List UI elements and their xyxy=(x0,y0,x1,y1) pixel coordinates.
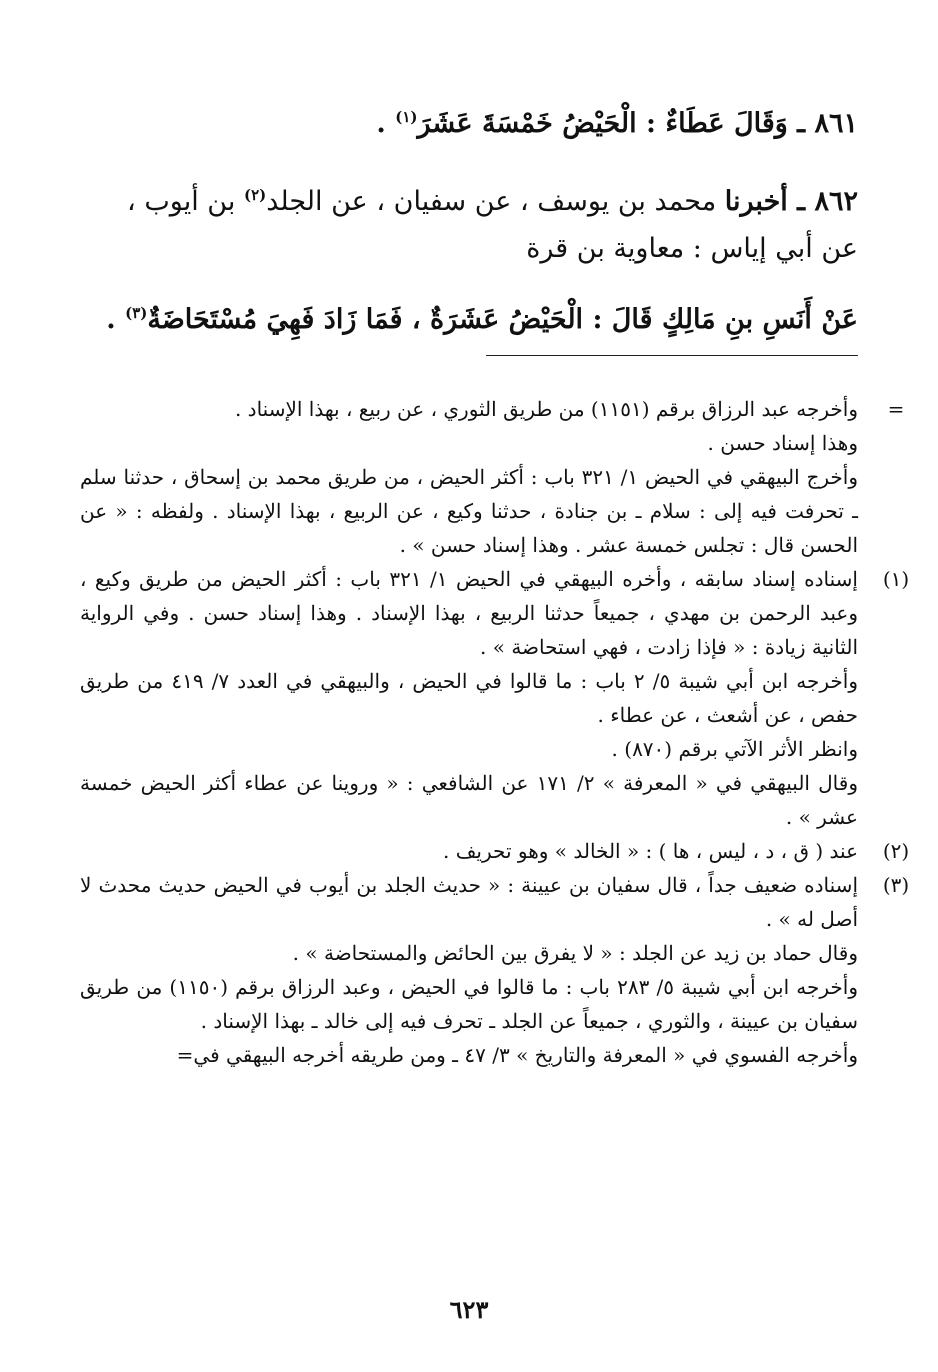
continuation-mark: = xyxy=(887,397,905,421)
footnote-number: (١) xyxy=(882,567,910,591)
page-number: ٦٢٣ xyxy=(449,1295,489,1324)
continuation-note xyxy=(80,392,905,562)
footnote-3 xyxy=(80,868,910,1072)
note-paragraph: إسناده إسناد سابقه ، وأخره البيهقي في الحيض ١/ ٣٢١ باب : أكثر الحيض من طريق وكيع ، وعبد الرحمن بن مهدي ، جميعاً حدثنا الربيع ، بهذا الإسناد . وهذا إسناد حسن . وفي الرواية الثانية زيادة : « فإذا زادت ، فهي استحاضة » . xyxy=(80,567,858,659)
chain-text-end: بن أيوب ، xyxy=(127,186,244,217)
hadith-861 xyxy=(70,97,858,144)
chain-intro: أخبرنا xyxy=(724,186,788,217)
footnote-ref[interactable]: (١) xyxy=(395,108,418,126)
hadith-number: ٨٦٢ ـ xyxy=(797,186,858,217)
footnote-ref[interactable]: (٢) xyxy=(243,186,267,204)
footnote-number: (٣) xyxy=(882,873,910,897)
footnote-number: (٢) xyxy=(882,839,910,863)
note-paragraph: إسناده ضعيف جداً ، قال سفيان بن عيينة : « حديث الجلد بن أيوب في الحيض حديث محدث لا أصل له » . xyxy=(80,873,858,931)
hadith-end: . xyxy=(376,108,396,139)
footnote-2 xyxy=(80,834,910,868)
note-paragraph: وانظر الأثر الآتي برقم (٨٧٠) . xyxy=(611,737,858,761)
matn-end: . xyxy=(106,304,126,335)
note-paragraph: وقال البيهقي في « المعرفة » ٢/ ١٧١ عن الشافعي : « وروينا عن عطاء أكثر الحيض خمسة عشر » . xyxy=(80,771,858,829)
hadith-text: وَقَالَ عَطَاءٌ : الْحَيْضُ خَمْسَةَ عَشَرَ xyxy=(417,108,788,139)
footnotes xyxy=(80,392,910,1072)
note-paragraph: وأخرج البيهقي في الحيض ١/ ٣٢١ باب : أكثر الحيض ، من طريق محمد بن إسحاق ، حدثنا سلم ـ تحرفت فيه إلى : سلام ـ بن جنادة ، حدثنا وكيع ، عن الربيع ، بهذا الإسناد . ولفظه : « عن الحسن قال : تجلس خمسة عشر . وهذا إسناد حسن » . xyxy=(80,465,858,557)
note-paragraph: وأخرجه ابن أبي شيبة ٥/ ٢٨٣ باب : ما قالوا في الحيض ، وعبد الرزاق برقم (١١٥٠) من طريق سفيان بن عيينة ، والثوري ، جميعاً عن الجلد ـ تحرف فيه إلى خالد ـ بهذا الإسناد . xyxy=(80,975,859,1033)
hadith-862-chain-line1 xyxy=(70,175,858,222)
chain-text: محمد بن يوسف ، عن سفيان ، عن الجلد xyxy=(266,186,725,217)
hadith-number: ٨٦١ ـ xyxy=(797,108,858,139)
note-paragraph: وقال حماد بن زيد عن الجلد : « لا يفرق بين الحائض والمستحاضة » . xyxy=(292,941,858,965)
footnote-divider xyxy=(486,355,858,356)
note-paragraph: وأخرجه عبد الرزاق برقم (١١٥١) من طريق الثوري ، عن ربيع ، بهذا الإسناد . xyxy=(234,397,858,421)
hadith-862-matn xyxy=(70,293,858,340)
chain-text: عن أبي إياس : معاوية بن قرة xyxy=(526,233,858,264)
note-paragraph: وهذا إسناد حسن . xyxy=(707,431,858,455)
note-paragraph: وأخرجه الفسوي في « المعرفة والتاريخ » ٣/ ٤٧ ـ ومن طريقه أخرجه البيهقي في= xyxy=(176,1043,858,1067)
matn-text: عَنْ أَنَسِ بنِ مَالِكٍ قَالَ : الْحَيْضُ عَشَرَةٌ ، فَمَا زَادَ فَهِيَ مُسْتَحَاضَةٌ xyxy=(147,304,858,335)
footnote-1 xyxy=(80,562,910,834)
hadith-862-chain-line2 xyxy=(70,229,858,269)
footnote-ref[interactable]: (٣) xyxy=(125,304,148,322)
note-paragraph: وأخرجه ابن أبي شيبة ٥/ ٢ باب : ما قالوا في الحيض ، والبيهقي في العدد ٧/ ٤١٩ من طريق حفص ، عن أشعث ، عن عطاء . xyxy=(80,669,858,727)
note-paragraph: عند ( ق ، د ، ليس ، ها ) : « الخالد » وهو تحريف . xyxy=(443,839,858,863)
